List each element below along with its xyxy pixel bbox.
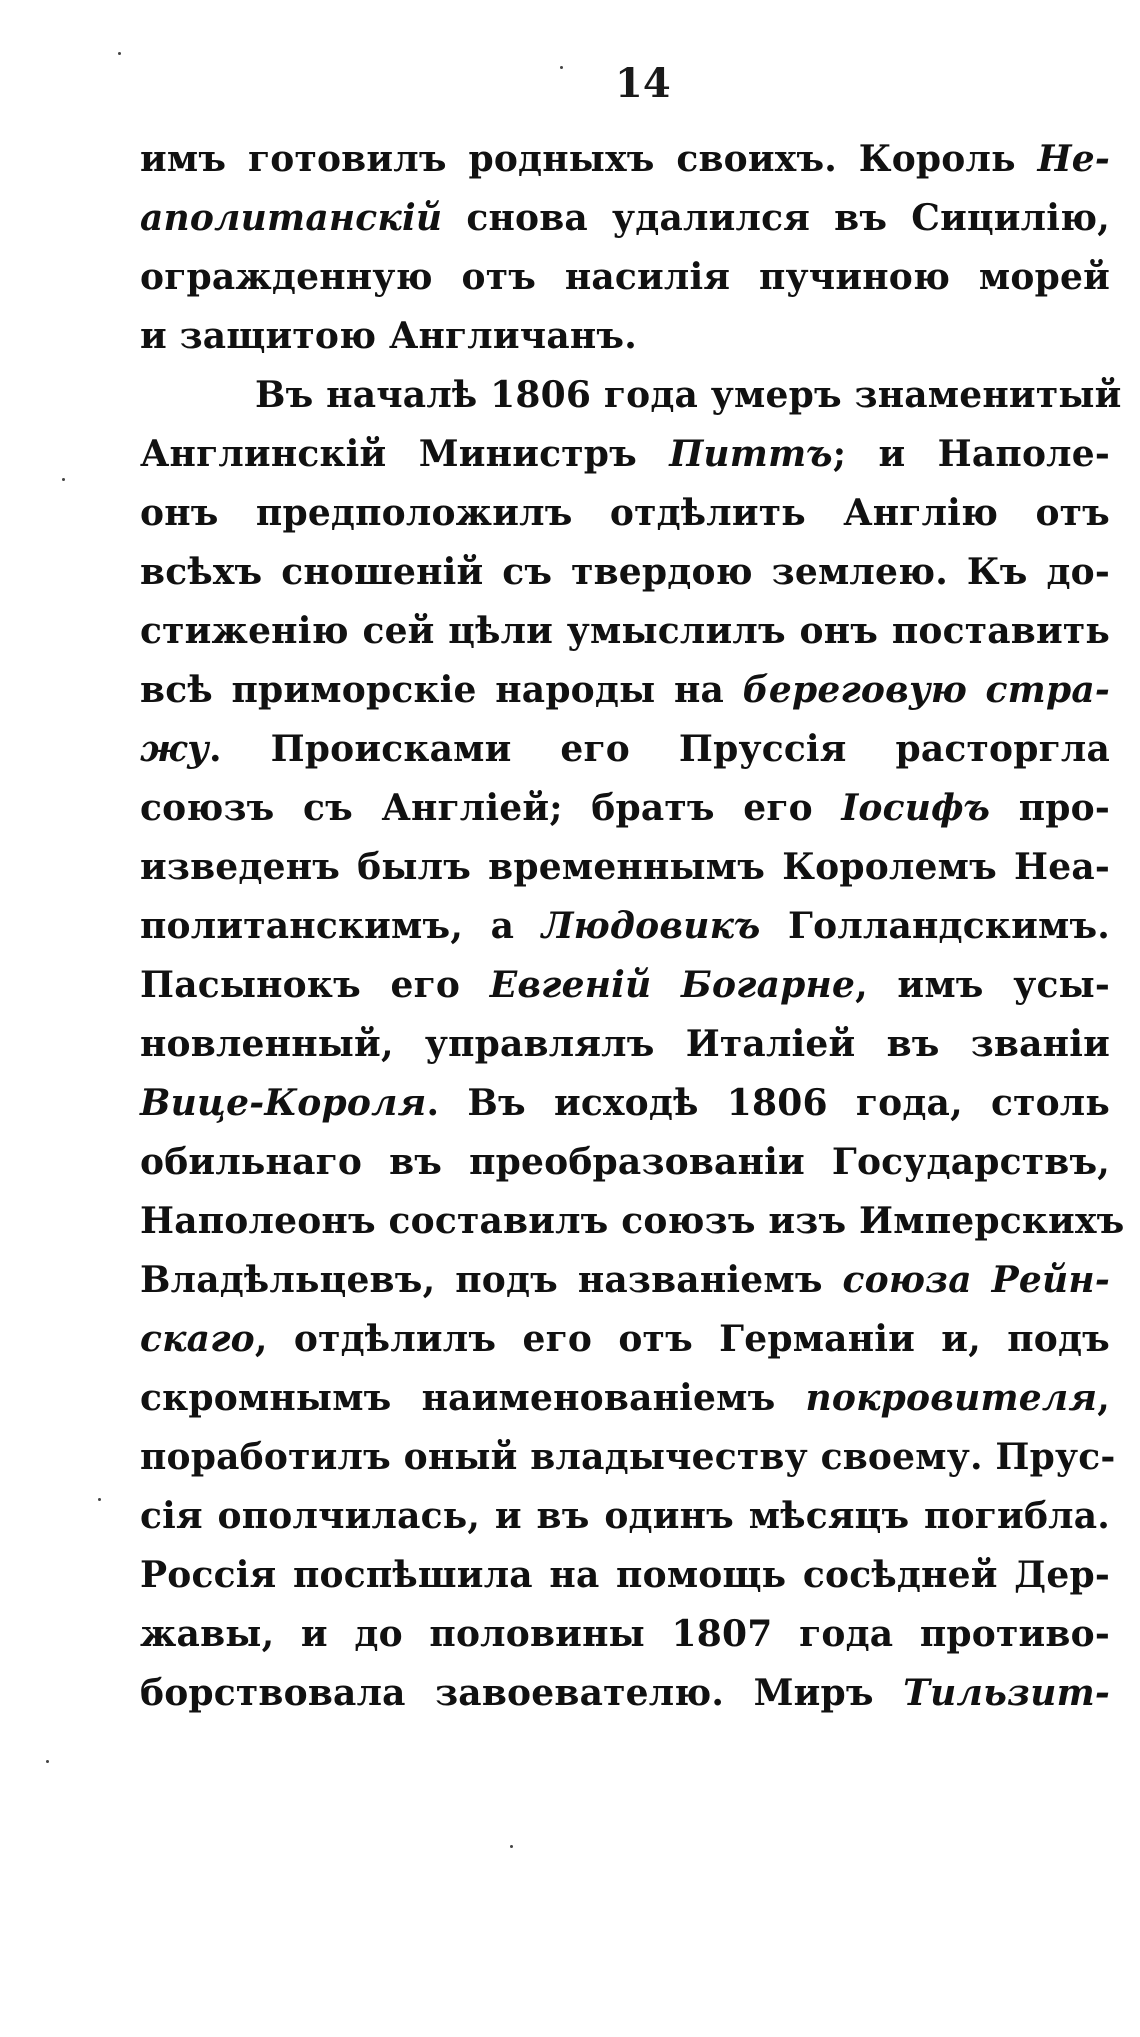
text-run: всѣ приморскіе народы на (140, 669, 743, 711)
paper-speck (118, 52, 121, 55)
text-line (140, 779, 1110, 838)
text-run: снова удалился въ Сицилію, (442, 197, 1110, 239)
text-run: Владѣльцевъ, подъ названіемъ (140, 1259, 843, 1301)
italic-text: Питтъ (669, 433, 833, 475)
text-run: союзъ съ Англіей; братъ его (140, 787, 842, 829)
text-run: политанскимъ, а (140, 905, 542, 947)
paper-speck (560, 66, 563, 69)
paper-speck (98, 1498, 101, 1501)
italic-text: жу (140, 728, 209, 770)
text-run: огражденную отъ насилія пучиною морей (140, 256, 1110, 298)
text-run: всѣхъ сношеній съ твердою землею. Къ до- (140, 551, 1110, 593)
body-text (140, 130, 1125, 1723)
text-run: Пасынокъ его (140, 964, 490, 1006)
text-run: Наполеонъ составилъ союзъ изъ Имперскихъ (140, 1200, 1125, 1242)
text-line (140, 248, 1110, 307)
text-line (140, 1605, 1110, 1664)
text-run: , имъ усы- (855, 964, 1111, 1006)
italic-text: Іосифъ (841, 787, 991, 829)
text-line (140, 838, 1110, 897)
paper-speck (46, 1760, 49, 1763)
text-run: новленный, управлялъ Италіей въ званіи (140, 1023, 1110, 1065)
text-line (140, 1074, 1110, 1133)
italic-text: Не- (1037, 138, 1110, 180)
text-run: борствовала завоевателю. Миръ (140, 1672, 904, 1714)
italic-text: Тильзит- (903, 1672, 1110, 1714)
text-run: Россія поспѣшила на помощь сосѣдней Дер- (140, 1554, 1110, 1596)
text-line (140, 1133, 1110, 1192)
paper-speck (510, 1845, 513, 1848)
text-line (140, 956, 1110, 1015)
text-run: Въ началѣ 1806 года умеръ знаменитый (255, 374, 1122, 416)
text-line (140, 1428, 1116, 1487)
text-line (140, 1251, 1110, 1310)
text-line (140, 1015, 1110, 1074)
italic-text: Людовикъ (541, 905, 761, 947)
text-run: скромнымъ наименованіемъ (140, 1377, 806, 1419)
text-run: онъ предположилъ отдѣлить Англію отъ (140, 492, 1110, 534)
text-run: про- (990, 787, 1110, 829)
text-line (140, 602, 1110, 661)
text-run: имъ готовилъ родныхъ своихъ. Король (140, 138, 1038, 180)
text-run: обильнаго въ преобразованіи Государствъ, (140, 1141, 1110, 1183)
italic-text: скаго (140, 1318, 255, 1360)
text-run: стиженію сей цѣли умыслилъ онъ поставить (140, 610, 1110, 652)
page-number: 14 (615, 60, 671, 107)
text-line (140, 720, 1110, 779)
italic-text: Вице-Короля (140, 1082, 427, 1124)
text-run: , отдѣлилъ его отъ Германіи и, подъ (254, 1318, 1110, 1360)
text-run: ; и Наполе- (832, 433, 1110, 475)
paper-speck (62, 478, 65, 481)
text-line (140, 130, 1110, 189)
italic-text: союза Рейн- (842, 1259, 1110, 1301)
italic-text: аполитанскій (140, 197, 443, 239)
text-run: поработилъ оный владычеству своему. Прус- (140, 1436, 1116, 1478)
text-run: изведенъ былъ временнымъ Королемъ Неа- (140, 846, 1110, 888)
text-run: и защитою Англичанъ. (140, 315, 637, 357)
text-run: сія ополчилась, и въ одинъ мѣсяцъ погибла. (140, 1495, 1110, 1537)
text-line (140, 897, 1110, 956)
text-line (140, 1369, 1110, 1428)
text-line (140, 1664, 1110, 1723)
text-line (140, 1310, 1110, 1369)
text-line (140, 307, 1110, 366)
italic-text: покровителя (805, 1377, 1098, 1419)
text-line (140, 1192, 1125, 1251)
text-line (140, 189, 1110, 248)
text-line (140, 484, 1110, 543)
text-run: , (1097, 1377, 1110, 1419)
text-run: Англинскій Министръ (140, 433, 670, 475)
text-run: . Происками его Пруссія расторгла (208, 728, 1110, 770)
text-line (140, 366, 1122, 425)
text-run: . Въ исходѣ 1806 года, столь (426, 1082, 1110, 1124)
italic-text: береговую стра- (742, 669, 1110, 711)
text-run: Голландскимъ. (760, 905, 1110, 947)
text-run: жавы, и до половины 1807 года противо- (140, 1613, 1110, 1655)
text-line (140, 1487, 1110, 1546)
text-line (140, 425, 1110, 484)
text-line (140, 1546, 1110, 1605)
text-line (140, 543, 1110, 602)
text-line (140, 661, 1110, 720)
italic-text: Евгеній Богарне (489, 964, 856, 1006)
